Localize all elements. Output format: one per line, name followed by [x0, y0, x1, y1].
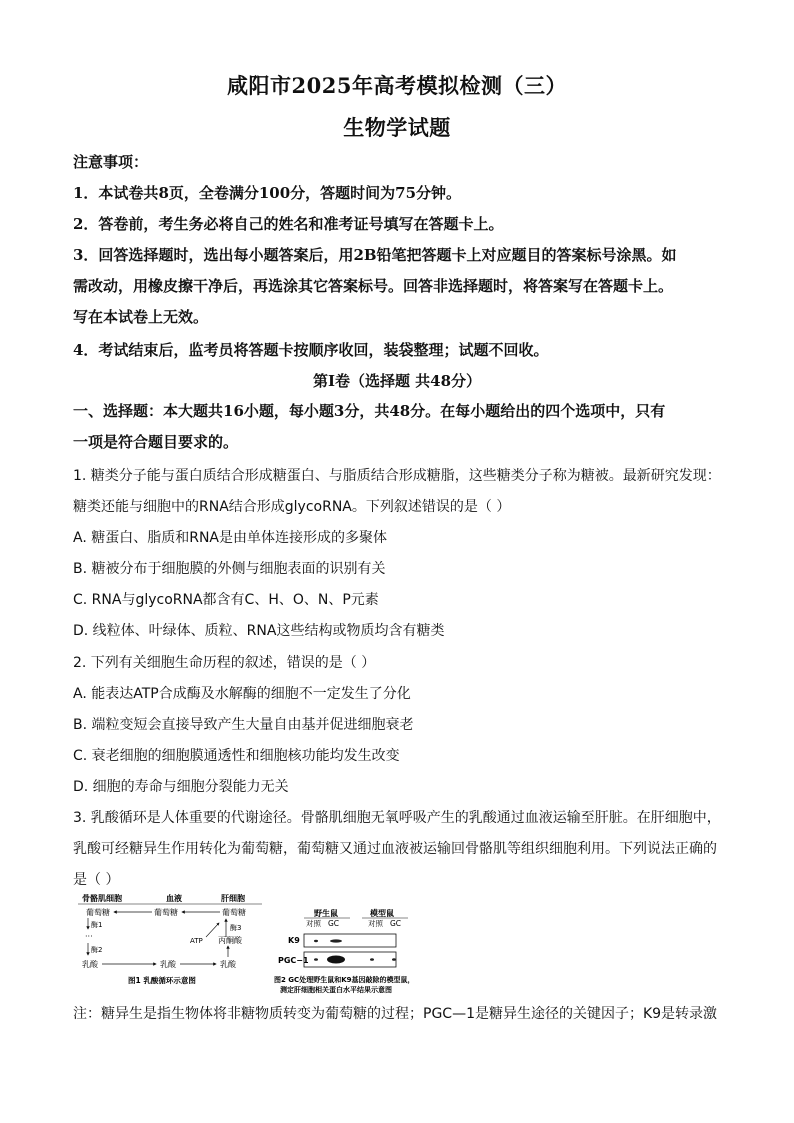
fig2-gc-1: GC — [328, 919, 340, 928]
fig2-caption-line-2: 测定肝细胞相关蛋白水平结果示意图 — [280, 986, 392, 994]
notice-heading: 注意事项： — [73, 153, 149, 171]
page-title: 咸阳市2025年高考模拟检测（三） — [227, 73, 567, 98]
fig1-enzyme-3: 酶3 — [230, 924, 242, 932]
notice-item-3-line-1: 3．回答选择题时，选出每小题答案后，用2B铅笔把答题卡上对应题目的答案标号涂黑。如 — [73, 246, 677, 264]
fig2-model-label: 模型鼠 — [370, 909, 394, 918]
q1-option-c: C. RNA与glycoRNA都含有C、H、O、N、P元素 — [73, 592, 379, 608]
fig1-dots: ··· — [85, 932, 93, 941]
section-title: 第Ⅰ卷（选择题 共48分） — [312, 372, 482, 390]
fig2-control-1: 对照 — [306, 919, 321, 928]
fig2-control-2: 对照 — [368, 919, 383, 928]
q1-option-b: B. 糖被分布于细胞膜的外侧与细胞表面的识别有关 — [73, 561, 386, 577]
fig2-row-pgc: PGC−1 — [278, 956, 309, 965]
q2-option-b: B. 端粒变短会直接导致产生大量自由基并促进细胞衰老 — [73, 717, 414, 733]
fig2-k9-band-control — [314, 940, 318, 942]
q1-stem-line-2: 糖类还能与细胞中的RNA结合形成glycoRNA。下列叙述错误的是（ ） — [73, 499, 511, 515]
fig1-col-muscle: 骨骼肌细胞 — [82, 894, 122, 903]
q1-option-a: A. 糖蛋白、脂质和RNA是由单体连接形成的多聚体 — [73, 530, 388, 546]
notice-item-3-line-2: 需改动，用橡皮擦干净后，再选涂其它答案标号。回答非选择题时，将答案写在答题卡上。 — [73, 277, 674, 295]
q3-stem-line-2: 乳酸可经糖异生作用转化为葡萄糖，葡萄糖又通过血液被运输回骨骼肌等组织细胞利用。下列说法正确的 — [73, 841, 717, 857]
notice-item-2: 2．答卷前，考生务必将自己的姓名和准考证号填写在答题卡上。 — [73, 215, 504, 233]
fig2-pgc-band-control — [314, 958, 318, 961]
q2-stem: 2. 下列有关细胞生命历程的叙述，错误的是（ ） — [73, 655, 376, 671]
q1-stem-line-1: 1. 糖类分子能与蛋白质结合形成糖蛋白、与脂质结合形成糖脂，这些糖类分子称为糖被。最新研究发现： — [73, 468, 721, 484]
notice-item-3-line-3: 写在本试卷上无效。 — [73, 308, 209, 326]
page-subtitle: 生物学试题 — [343, 115, 451, 140]
fig2-pgc-band-gc — [327, 956, 345, 964]
figure-2-blot — [268, 908, 468, 1000]
fig1-enzyme-2: 酶2 — [91, 946, 103, 954]
fig1-lactate-blood: 乳酸 — [160, 960, 176, 969]
q2-option-a: A. 能表达ATP合成酶及水解酶的细胞不一定发生了分化 — [73, 686, 411, 702]
fig1-glucose-liver: 葡萄糖 — [222, 908, 246, 917]
figure-1-lactate-cycle — [76, 893, 266, 989]
fig1-pyruvate: 丙酮酸 — [218, 936, 242, 945]
fig1-atp: ATP — [190, 937, 203, 945]
q2-option-d: D. 细胞的寿命与细胞分裂能力无关 — [73, 779, 289, 795]
q1-option-d: D. 线粒体、叶绿体、质粒、RNA这些结构或物质均含有糖类 — [73, 623, 445, 639]
q3-stem-line-1: 3. 乳酸循环是人体重要的代谢途径。骨骼肌细胞无氧呼吸产生的乳酸通过血液运输至肝脏。在肝细胞中， — [73, 810, 721, 826]
fig1-glucose-blood: 葡萄糖 — [154, 908, 178, 917]
fig1-lactate-muscle: 乳酸 — [82, 960, 98, 969]
fig1-col-blood: 血液 — [166, 894, 182, 903]
notice-item-4: 4．考试结束后，监考员将答题卡按顺序收回，装袋整理；试题不回收。 — [73, 341, 549, 359]
fig2-wild-label: 野生鼠 — [314, 909, 338, 918]
fig1-caption: 图1 乳酸循环示意图 — [128, 976, 196, 985]
notice-item-1: 1．本试卷共8页，全卷满分100分，答题时间为75分钟。 — [73, 184, 462, 202]
fig2-k9-band-gc — [330, 939, 342, 942]
fig2-row-k9: K9 — [288, 936, 300, 945]
fig1-lactate-liver: 乳酸 — [220, 960, 236, 969]
fig1-enzyme-1: 酶1 — [91, 921, 103, 929]
q2-option-c: C. 衰老细胞的细胞膜通透性和细胞核功能均发生改变 — [73, 748, 400, 764]
section-instruction-line-2: 一项是符合题目要求的。 — [73, 433, 239, 451]
fig2-pgc-band-model-control — [370, 958, 374, 961]
section-instruction-line-1: 一、选择题：本大题共16小题，每小题3分，共48分。在每小题给出的四个选项中，只有 — [73, 402, 666, 420]
fig2-pgc-band-model-gc — [392, 958, 396, 961]
fig1-glucose-muscle: 葡萄糖 — [86, 908, 110, 917]
fig2-gc-2: GC — [390, 919, 402, 928]
q3-stem-line-3: 是（ ） — [73, 872, 120, 888]
q3-note: 注：糖异生是指生物体将非糖物质转变为葡萄糖的过程；PGC—1是糖异生途径的关键因子；K9是转录激 — [73, 1006, 718, 1022]
fig1-col-liver: 肝细胞 — [221, 894, 245, 903]
fig2-caption-line-1: 图2 GC处理野生鼠和K9基因敲除的模型鼠， — [274, 976, 415, 984]
